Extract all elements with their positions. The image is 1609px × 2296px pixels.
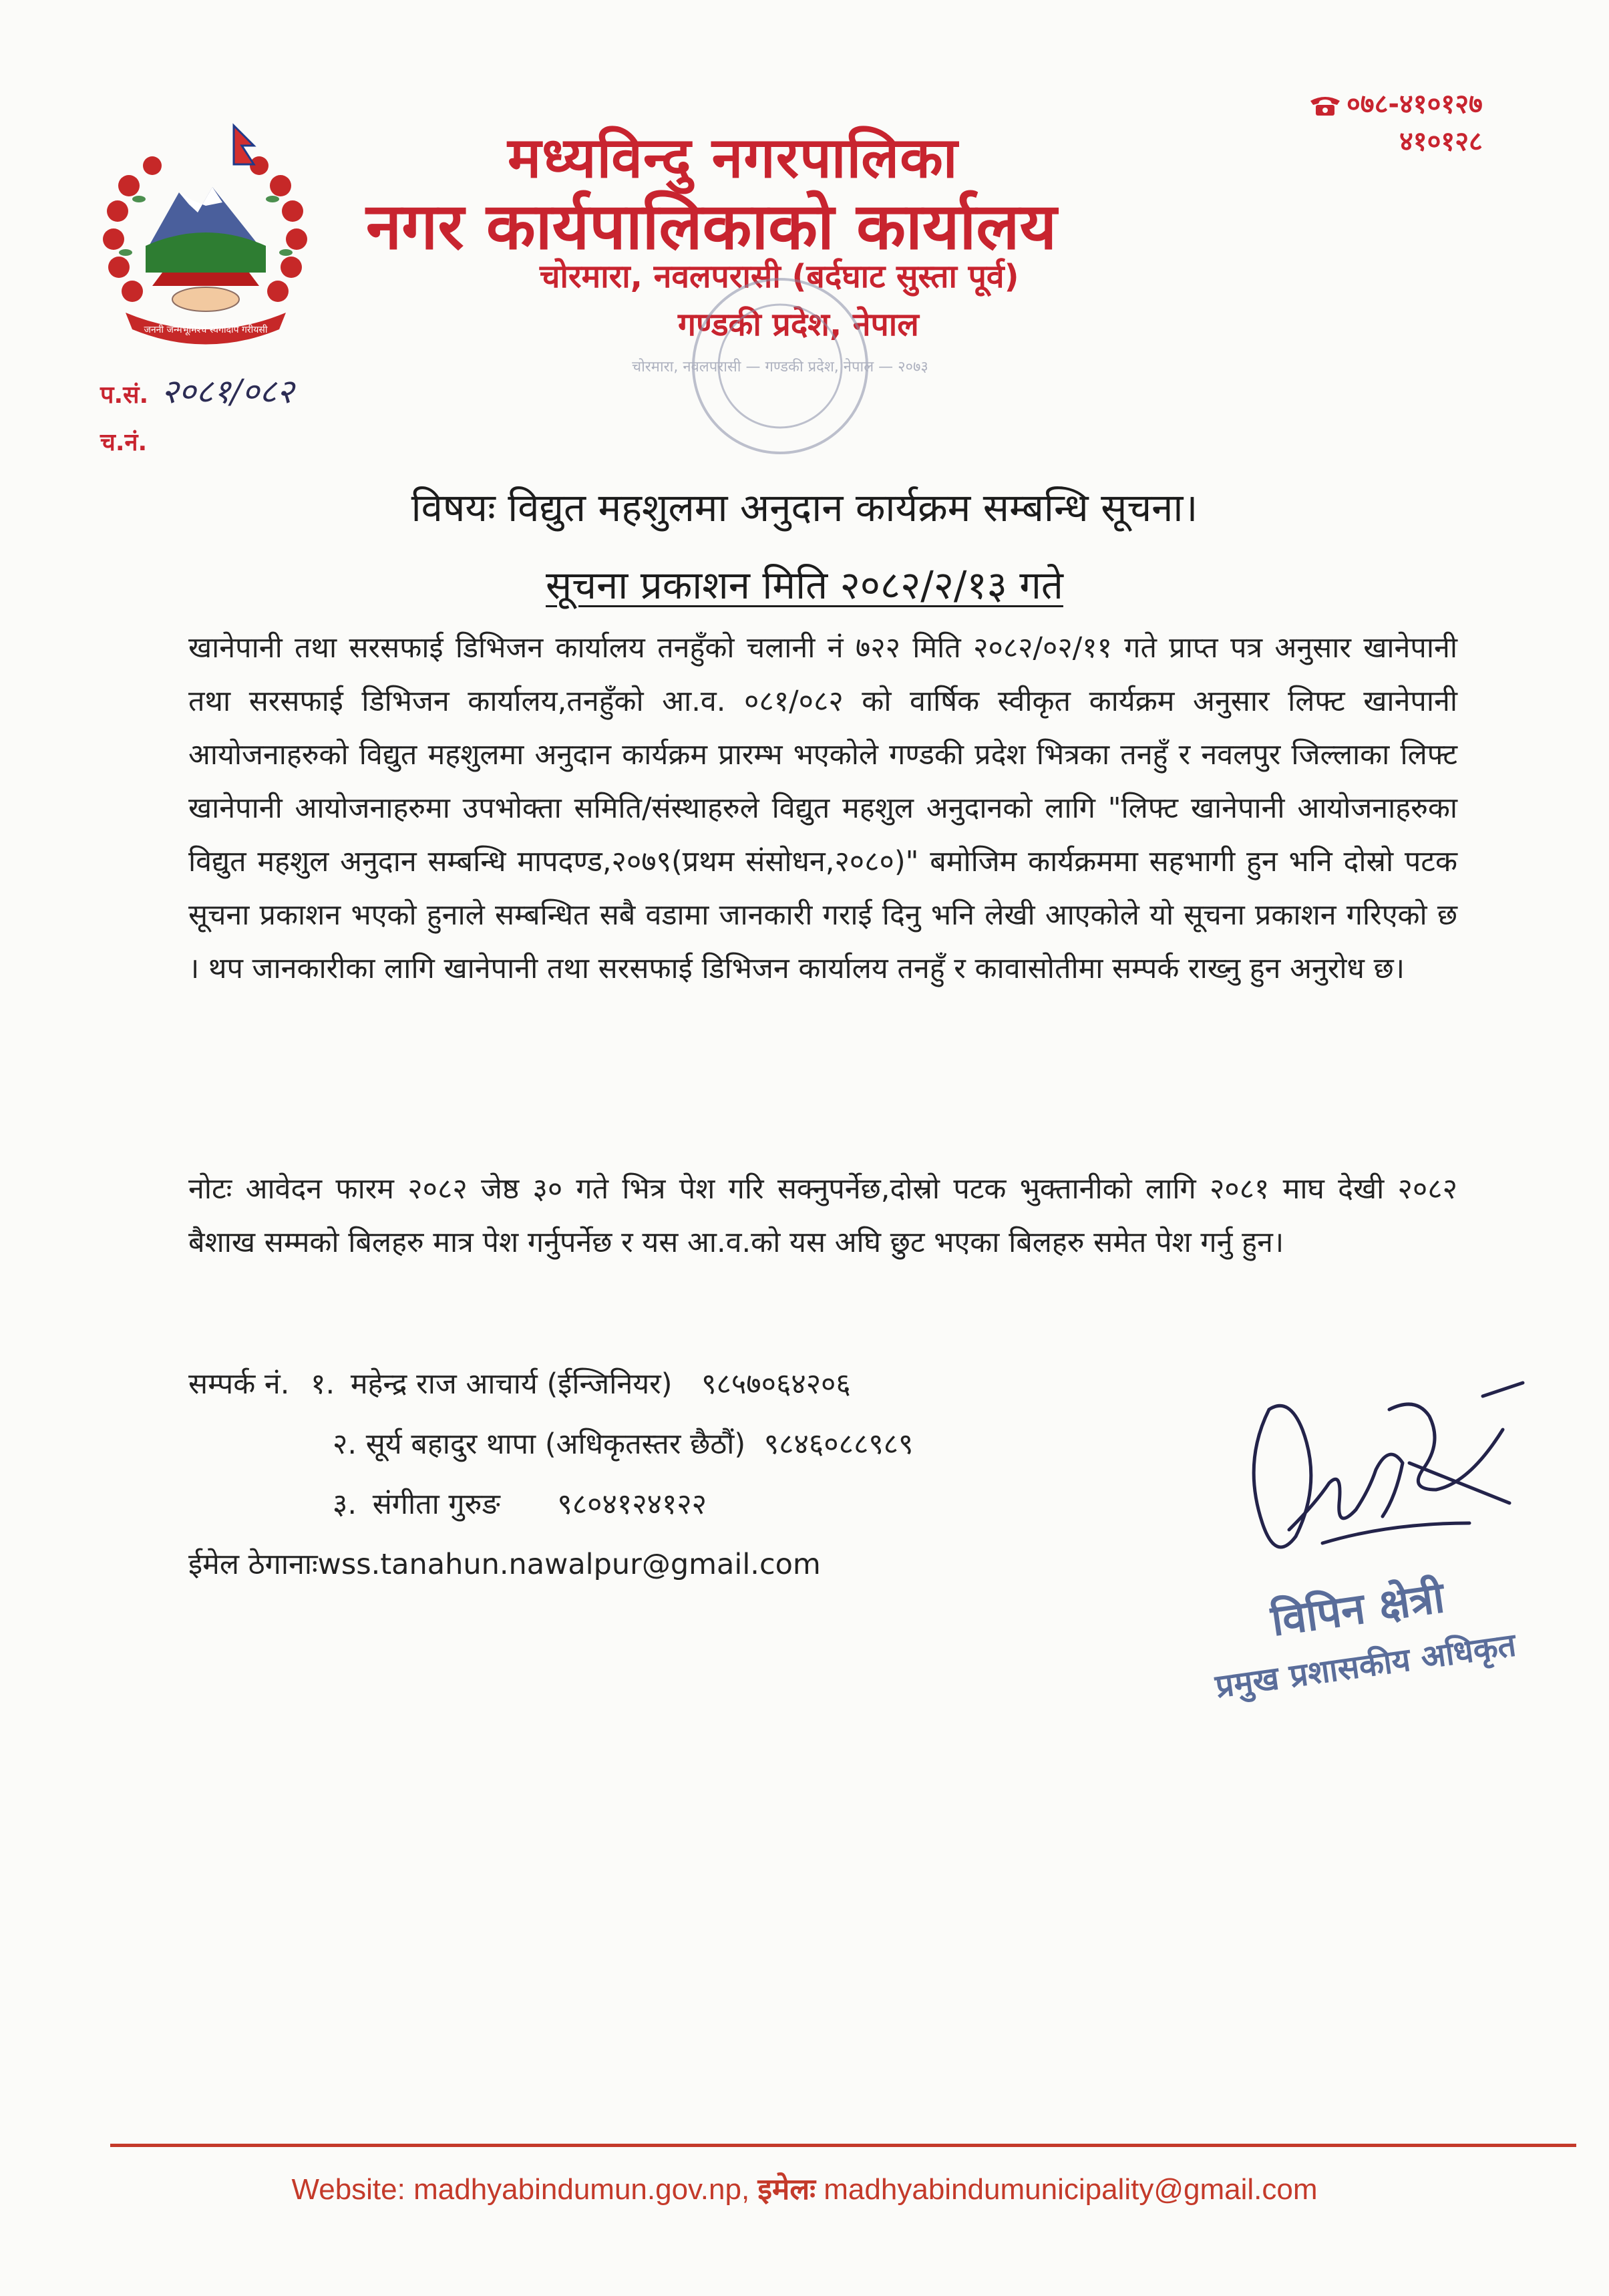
publication-date-line — [0, 557, 1609, 610]
office-name: नगर कार्यपालिकाको कार्यालय — [366, 189, 1057, 264]
cn-label: च.नं. — [100, 429, 148, 456]
email-label: ईमेल ठेगानाः — [188, 1548, 318, 1581]
contact-row-3 — [333, 1483, 707, 1522]
phone-icon — [1308, 94, 1343, 117]
handwritten-signature — [1189, 1369, 1536, 1597]
contact-index: २. — [333, 1428, 357, 1461]
contact-label: सम्पर्क नं. — [188, 1367, 290, 1401]
office-address: चोरमारा, नवलपरासी (बर्दघाट सुस्ता पूर्व) — [540, 258, 1019, 295]
ps-value: २०८१/०८२ — [161, 372, 295, 411]
contact-phone: ९८०४१२४१२२ — [557, 1488, 707, 1521]
office-stamp — [632, 266, 928, 466]
contact-phone: ९८४६०८८९८९ — [763, 1428, 914, 1461]
contact-row-2 — [333, 1423, 913, 1462]
footer-email-link[interactable]: madhyabindumunicipality@gmail.com — [824, 2173, 1318, 2206]
publication-date: सूचना प्रकाशन मिति २०८२/२/१३ गते — [546, 562, 1063, 608]
subject-line: विषयः विद्युत महशुलमा अनुदान कार्यक्रम सम्बन्धि सूचना। — [411, 485, 1198, 530]
reference-ps — [100, 367, 294, 413]
notice-body: खानेपानी तथा सरसफाई डिभिजन कार्यालय तनहुँको चलानी नं ७२२ मिति २०८२/०२/११ गते प्राप्त पत्र अनुसार खानेपानी तथा सरसफाई डिभिजन कार्यालय,तनहुँको आ.व. ०८१/०८२ को वार्षिक स्वीकृत कार्यक्रम अनुसार लिफ्ट खानेपानी आयोजनाहरुको विद्युत महशुलमा अनुदान कार्यक्रम प्रारम्भ भएकोले गण्डकी प्रदेश भित्रका तनहुँ र नवलपुर जिल्लाका लिफ्ट खानेपानी आयोजनाहरुमा उपभोक्ता समिति/संस्थाहरुले विद्युत महशुल अनुदानको लागि "लिफ्ट खानेपानी आयोजनाहरुका विद्युत महशुल अनुदान सम्बन्धि मापदण्ड,२०७९(प्रथम संसोधन,२०८०)" बमोजिम कार्यक्रममा सहभागी हुन भनि दोस्रो पटक सूचना प्रकाशन भएको हुनाले सम्बन्धित सबै वडामा जानकारी गराई दिनु भनि लेखी आएकोले यो सूचना प्रकाशन गरिएको छ । थप जानकारीका लागि खानेपानी तथा सरसफाई डिभिजन कार्यालय तनहुँ र कावासोतीमा सम्पर्क राख्नु हुन अनुरोध छ। — [188, 631, 1457, 985]
email-address: wss.tanahun.nawalpur@gmail.com — [317, 1548, 821, 1581]
website-link[interactable]: madhyabindumun.gov.np, — [413, 2173, 750, 2206]
email-row — [188, 1543, 821, 1583]
contact-name: संगीता गुरुङ — [372, 1488, 500, 1521]
contact-phone: ९८५७०६४२०६ — [701, 1367, 851, 1401]
signatory-name: विपिन क्षेत्री — [1268, 1573, 1448, 1647]
signatory-stamp — [1196, 1563, 1530, 1724]
website-label: Website: — [291, 2173, 405, 2206]
contact-name: सूर्य बहादुर थापा (अधिकृतस्तर छैठौं) — [365, 1428, 746, 1461]
stamp-text: चोरमारा, नवलपरासी — गण्डकी प्रदेश, नेपाल — २०७३ — [632, 359, 928, 375]
emblem-motto: जननी जन्मभूमिश्च स्वर्गादपि गरीयसी — [144, 325, 268, 335]
ps-label: प.सं. — [100, 381, 149, 409]
signatory-title: प्रमुख प्रशासकीय अधिकृत — [1213, 1626, 1519, 1705]
phone-number-1: ०७८-४१०१२७ — [1347, 89, 1483, 120]
notice-note: नोटः आवेदन फारम २०८२ जेष्ठ ३० गते भित्र पेश गरि सक्नुपर्नेछ,दोस्रो पटक भुक्तानीको लागि २०८१ माघ देखी २०८२ बैशाख सम्मको बिलहरु मात्र पेश गर्नुपर्नेछ र यस आ.व.को यस अघि छुट भएका बिलहरु समेत पेश गर्नु हुन। — [188, 1172, 1457, 1259]
contact-index: १. — [311, 1367, 335, 1401]
contact-name: महेन्द्र राज आचार्य (ईन्जिनियर) — [350, 1367, 673, 1401]
footer — [0, 2168, 1609, 2208]
municipality-name: मध्यविन्दु नगरपालिका — [508, 125, 958, 190]
phone-number-2: ४१०१२८ — [1399, 126, 1483, 157]
province-line: गण्डकी प्रदेश, नेपाल — [678, 306, 919, 343]
contact-row-1 — [188, 1363, 851, 1402]
phone-block — [1308, 86, 1483, 160]
contact-index: ३. — [333, 1488, 357, 1521]
nepal-emblem — [79, 112, 333, 353]
footer-divider — [110, 2144, 1576, 2147]
footer-email-label: इमेलः — [757, 2172, 816, 2206]
